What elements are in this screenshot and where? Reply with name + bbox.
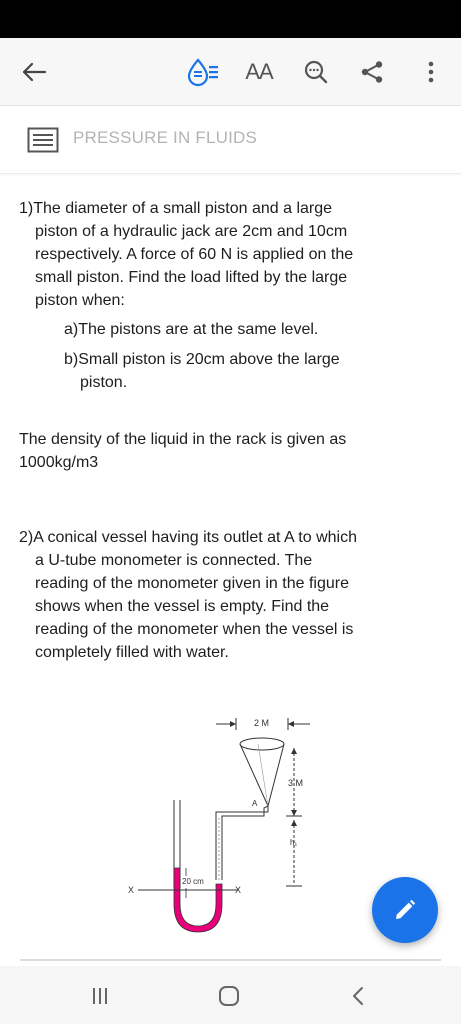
pencil-icon	[393, 898, 417, 922]
recent-apps-button[interactable]	[80, 980, 120, 1012]
label-h1: h₁	[290, 838, 298, 847]
content-divider	[20, 959, 441, 961]
status-bar	[0, 0, 461, 38]
more-options-button[interactable]	[411, 52, 451, 92]
pipe-inner	[222, 806, 268, 880]
dim-h1-arrowhead-top	[291, 820, 297, 826]
question-1-part-a: a)The pistons are at the same level.	[64, 321, 319, 338]
question-1-part-b-line-1: b)Small piston is 20cm above the large	[64, 351, 340, 368]
reading-mode-button[interactable]	[183, 52, 223, 92]
home-icon	[218, 985, 240, 1007]
question-1-line-5: piston when:	[35, 292, 125, 309]
reader-toolbar	[0, 38, 461, 106]
label-20cm: 20 cm	[182, 877, 204, 886]
label-3m: 3 M	[288, 778, 304, 788]
search-button[interactable]	[296, 52, 336, 92]
label-x-right: X	[235, 885, 242, 895]
cone-rim	[240, 738, 284, 750]
document-header	[0, 106, 461, 174]
chevron-left-icon	[351, 986, 365, 1006]
question-1-line-4: small piston. Find the load lifted by the large	[35, 269, 348, 286]
dim-3m-arrowhead-bottom	[291, 810, 297, 816]
question-2-line-4: shows when the vessel is empty. Find the	[35, 598, 330, 615]
document-icon	[27, 127, 59, 153]
pipe-outer	[216, 806, 268, 880]
density-line-1: The density of the liquid in the rack is given as	[19, 431, 347, 448]
question-2-line-1: 2)A conical vessel having its outlet at A to which	[19, 529, 357, 546]
cone-shade	[258, 744, 268, 806]
question-1-line-3: respectively. A force of 60 N is applied on the	[35, 246, 354, 263]
label-2m: 2 M	[254, 718, 270, 728]
manometer-figure	[118, 708, 318, 948]
question-2-line-5: reading of the monometer when the vessel is	[35, 621, 354, 638]
dim-arrowhead-right	[288, 721, 294, 727]
share-button[interactable]	[352, 52, 392, 92]
question-2-line-6: completely filled with water.	[35, 644, 229, 661]
cone-body	[240, 744, 284, 806]
system-nav-bar	[0, 966, 461, 1024]
text-view-icon	[185, 57, 221, 87]
dim-arrowhead-left	[230, 721, 236, 727]
edit-fab-button[interactable]	[372, 877, 438, 943]
density-line-2: 1000kg/m3	[19, 454, 99, 471]
recent-apps-icon	[91, 987, 109, 1005]
question-1-part-b-line-2: piston.	[80, 374, 128, 391]
more-vertical-icon	[427, 60, 435, 84]
font-size-button[interactable]	[239, 52, 279, 92]
label-x-left: X	[128, 885, 135, 895]
system-back-button[interactable]	[338, 980, 378, 1012]
question-1-line-2: piston of a hydraulic jack are 2cm and 10cm	[35, 223, 348, 240]
label-a: A	[252, 799, 258, 808]
home-button[interactable]	[209, 980, 249, 1012]
question-1-line-1: 1)The diameter of a small piston and a large	[19, 200, 333, 217]
share-icon	[360, 60, 384, 84]
back-button[interactable]	[14, 52, 54, 92]
question-2-line-2: a U-tube monometer is connected. The	[35, 552, 313, 569]
font-size-icon: AA	[245, 59, 273, 84]
document-title: PRESSURE IN FLUIDS	[73, 128, 258, 147]
search-icon	[303, 59, 329, 85]
question-2-line-3: reading of the monometer given in the figure	[35, 575, 349, 592]
dim-3m-arrowhead-top	[291, 748, 297, 754]
arrow-left-icon	[21, 62, 47, 82]
